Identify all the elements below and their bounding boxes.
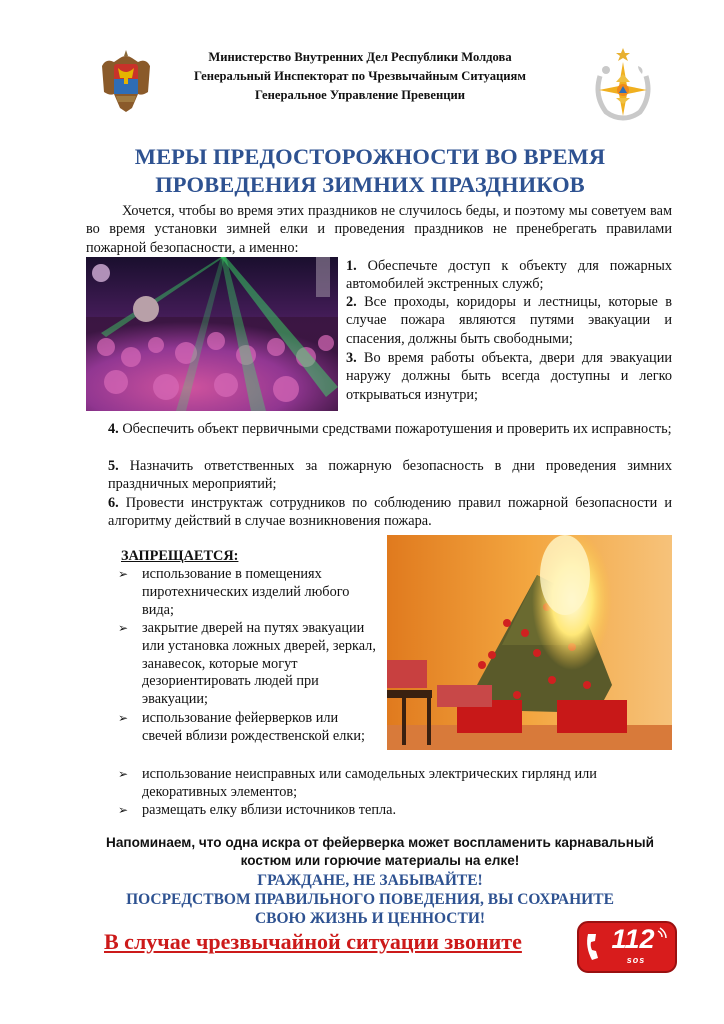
emergency-service-emblem-logo	[592, 46, 654, 122]
burning-christmas-tree-image	[387, 535, 672, 750]
inspectorate-name: Генеральный Инспекторат по Чрезвычайным Ситуациям	[194, 69, 526, 83]
arrow-bullet-icon: ➢	[118, 711, 129, 725]
measure-text: Назначить ответственных за пожарную безопасность в дни проведения зимних праздничных мероприятий;	[108, 458, 672, 493]
measure-text: Провести инструктаж сотрудников по соблюдению правил пожарной безопасности и алгоритму действий в случае возникновения пожара.	[108, 495, 672, 530]
appeal-line-2: ПОСРЕДСТВОМ ПРАВИЛЬНОГО ПОВЕДЕНИЯ, ВЫ СОХРАНИТЕ	[126, 891, 614, 908]
measure-number: 4.	[108, 421, 119, 437]
forbidden-item	[118, 620, 380, 709]
measure-number: 1.	[346, 258, 357, 274]
appeal-line-1: ГРАЖДАНЕ, НЕ ЗАБЫВАЙТЕ!	[257, 872, 483, 889]
forbidden-item	[118, 710, 380, 746]
measure-text: Обеспечить объект первичными средствами пожаротушения и проверить их исправность;	[122, 421, 672, 437]
moldova-coat-of-arms-logo	[98, 46, 154, 116]
measure-item	[108, 420, 672, 438]
measure-item	[346, 257, 672, 294]
emergency-112-badge[interactable]	[576, 920, 680, 974]
forbidden-heading: ЗАПРЕЩАЕТСЯ:	[121, 548, 239, 564]
measure-text: Обеспечьте доступ к объекту для пожарных автомобилей экстренных служб;	[346, 258, 672, 293]
forbidden-item	[118, 802, 678, 820]
appeal-line-3: СВОЮ ЖИЗНЬ И ЦЕННОСТИ!	[254, 910, 486, 927]
measure-item	[346, 349, 672, 404]
measure-number: 2.	[346, 294, 357, 310]
page-title-line-2: ПРОВЕДЕНИЯ ЗИМНИХ ПРАЗДНИКОВ	[155, 172, 585, 197]
measure-text: Все проходы, коридоры и лестницы, которые в случае пожара являются путями эвакуации и спасения, должны быть свободными;	[346, 294, 673, 347]
forbidden-item-text: использование фейерверков или свечей вблизи рождественской елки;	[142, 710, 365, 744]
forbidden-item	[118, 766, 678, 802]
forbidden-item	[118, 566, 380, 619]
measure-item	[108, 494, 672, 531]
reminder-line-1: Напоминаем, что одна искра от фейерверка может воспламенить карнавальный	[106, 835, 654, 850]
page-title-line-1: МЕРЫ ПРЕДОСТОРОЖНОСТИ ВО ВРЕМЯ	[134, 144, 606, 169]
forbidden-item-text: закрытие дверей на путях эвакуации или установка ложных дверей, зеркал, занавесок, которые могут дезориентировать людей при эвакуации;	[142, 620, 376, 708]
measure-number: 3.	[346, 350, 357, 366]
forbidden-item-text: использование неисправных или самодельных электрических гирлянд или декоративных элементов;	[142, 766, 597, 800]
intro-paragraph: Хочется, чтобы во время этих праздников не случилось беды, и поэтому мы советуем вам во время установки зимней елки и проведения праздников не пренебрегать правилами пожарной безопасности, а именно:	[86, 203, 672, 256]
measure-number: 6.	[108, 495, 119, 511]
emergency-number: 112	[611, 924, 655, 954]
party-crowd-image	[86, 257, 338, 411]
arrow-bullet-icon: ➢	[118, 767, 129, 781]
measure-text: Во время работы объекта, двери для эвакуации наружу должны быть всегда доступны и легко открываться изнутри;	[346, 350, 673, 403]
reminder-line-2: костюм или горючие материалы на елке!	[240, 853, 520, 868]
arrow-bullet-icon: ➢	[118, 621, 129, 635]
measure-number: 5.	[108, 458, 119, 474]
emergency-call-text: В случае чрезвычайной ситуации звоните	[104, 929, 522, 954]
forbidden-item-text: размещать елку вблизи источников тепла.	[142, 802, 397, 818]
department-name: Генеральное Управление Превенции	[254, 88, 466, 102]
sos-label: sos	[626, 955, 646, 965]
forbidden-item-text: использование в помещениях пиротехнических изделий любого вида;	[142, 566, 350, 618]
measure-item	[346, 293, 672, 348]
arrow-bullet-icon: ➢	[118, 803, 129, 817]
measure-item	[108, 457, 672, 494]
ministry-name: Министерство Внутренних Дел Республики Молдова	[208, 50, 512, 64]
arrow-bullet-icon: ➢	[118, 567, 129, 581]
